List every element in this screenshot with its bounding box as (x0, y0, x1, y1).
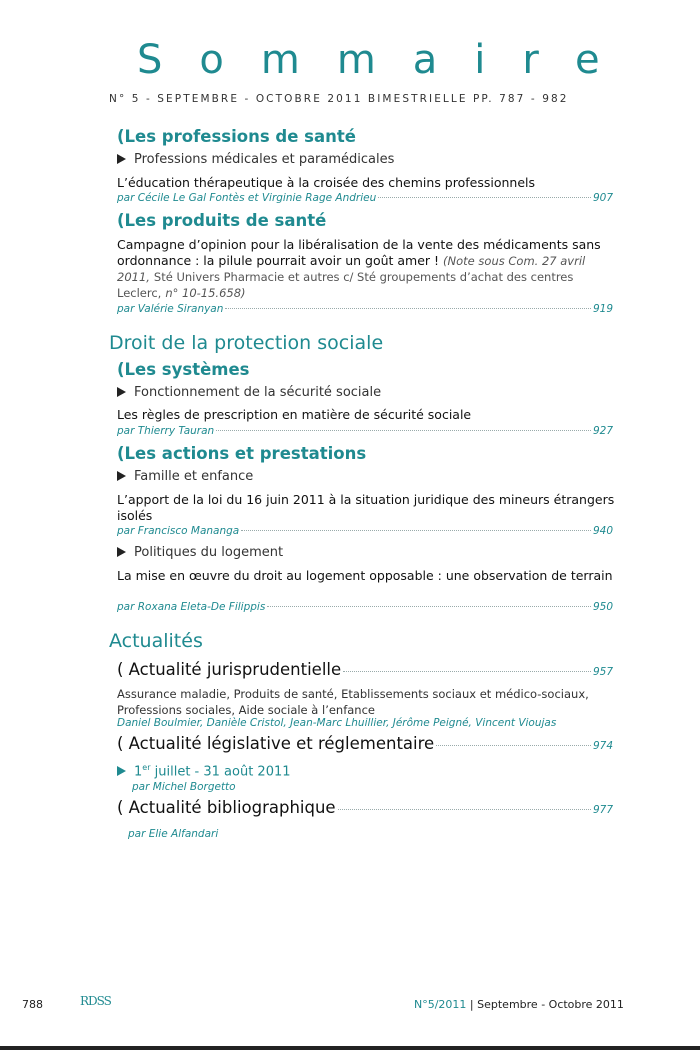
page-number: 950 (592, 601, 613, 613)
actualite-author: par Elie Alfandari (128, 828, 219, 840)
category-heading-systemes: (Les systèmes (117, 360, 250, 379)
footer-issue-number: N°5/2011 (414, 998, 467, 1011)
footer-page-number: 788 (22, 998, 43, 1011)
actualite-bibliographique-row (117, 798, 613, 817)
actualite-period: 1er juillet - 31 août 2011 (117, 763, 291, 779)
category-heading-professions: (Les professions de santé (117, 127, 356, 146)
triangle-bullet-icon (117, 471, 126, 481)
leader-dots (378, 197, 591, 198)
article-author-line (117, 192, 613, 204)
rdss-logo: RDSS (80, 994, 111, 1008)
category-heading-produits: (Les produits de santé (117, 211, 327, 230)
section-heading-actualites: Actualités (109, 630, 203, 652)
actualite-topics: Assurance maladie, Produits de santé, Etablissements sociaux et médico-sociaux, Professions sociales, Aide sociale à l’enfance (117, 687, 589, 717)
subcategory-logement: Politiques du logement (117, 545, 283, 560)
article-author-line (117, 525, 613, 537)
leader-dots (225, 308, 591, 309)
author-name: par Cécile Le Gal Fontès et Virginie Rage Andrieu (117, 192, 377, 204)
triangle-bullet-icon (117, 766, 126, 776)
leader-dots (338, 809, 591, 810)
article-note-number: n° 10-15.658) (165, 286, 246, 300)
page-number: 940 (592, 525, 613, 537)
subcategory-famille-enfance: Famille et enfance (117, 469, 253, 484)
page-number: 977 (592, 804, 613, 816)
subcategory-professions-medicales: Professions médicales et paramédicales (117, 152, 394, 167)
triangle-bullet-icon (117, 387, 126, 397)
triangle-bullet-icon (117, 547, 126, 557)
actualite-authors: Daniel Boulmier, Danièle Cristol, Jean-Marc Lhuillier, Jérôme Peigné, Vincent Vioujas (117, 717, 557, 729)
actualite-label: ( Actualité législative et réglementaire (117, 734, 435, 753)
author-name: par Thierry Tauran (117, 425, 215, 437)
article-note-parties: Sté Univers Pharmacie et autres c/ Sté groupements d’achat des centres Leclerc, (117, 270, 574, 300)
footer-issue-date: | Septembre - Octobre 2011 (466, 998, 624, 1011)
article-note: (Note sous Com. 27 avril 2011, (117, 254, 586, 284)
footer-rule (0, 1046, 700, 1050)
article-title: L’apport de la loi du 16 juin 2011 à la situation juridique des mineurs étrangers isolés (117, 492, 615, 523)
leader-dots (267, 606, 591, 607)
article-title: Campagne d’opinion pour la libéralisation de la vente des médicaments sans ordonnance : la pilule pourrait avoir un goût amer ! (117, 237, 601, 268)
article-author-line (117, 601, 613, 613)
subcategory-securite-sociale: Fonctionnement de la sécurité sociale (117, 385, 381, 400)
author-name: par Valérie Siranyan (117, 303, 224, 315)
author-name: par Roxana Eleta-De Filippis (117, 601, 266, 613)
actualite-legislative-row (117, 734, 613, 753)
actualite-jurisprudentielle-row (117, 660, 613, 679)
leader-dots (241, 530, 591, 531)
leader-dots (343, 671, 591, 672)
actualite-label: ( Actualité jurisprudentielle (117, 660, 342, 679)
article-title: Les règles de prescription en matière de sécurité sociale (117, 407, 472, 422)
article-block (117, 237, 617, 301)
article-title: La mise en œuvre du droit au logement opposable : une observation de terrain (117, 568, 613, 583)
page-number: 927 (592, 425, 613, 437)
footer-issue (414, 998, 624, 1011)
actualite-author: par Michel Borgetto (132, 781, 236, 793)
page-number: 919 (592, 303, 613, 315)
page-title: Sommaire (137, 37, 637, 83)
article-title: L’éducation thérapeutique à la croisée des chemins professionnels (117, 175, 536, 190)
author-name: par Francisco Mananga (117, 525, 240, 537)
triangle-bullet-icon (117, 154, 126, 164)
category-heading-actions: (Les actions et prestations (117, 444, 367, 463)
actualite-label: ( Actualité bibliographique (117, 798, 336, 817)
issue-line: N° 5 - SEPTEMBRE - OCTOBRE 2011 BIMESTRIELLE PP. 787 - 982 (109, 93, 569, 105)
article-author-line (117, 425, 613, 437)
page-number: 957 (592, 666, 613, 678)
leader-dots (436, 745, 591, 746)
leader-dots (216, 430, 591, 431)
article-author-line (117, 303, 613, 315)
page-number: 907 (592, 192, 613, 204)
section-heading-protection-sociale: Droit de la protection sociale (109, 332, 384, 354)
page-number: 974 (592, 740, 613, 752)
